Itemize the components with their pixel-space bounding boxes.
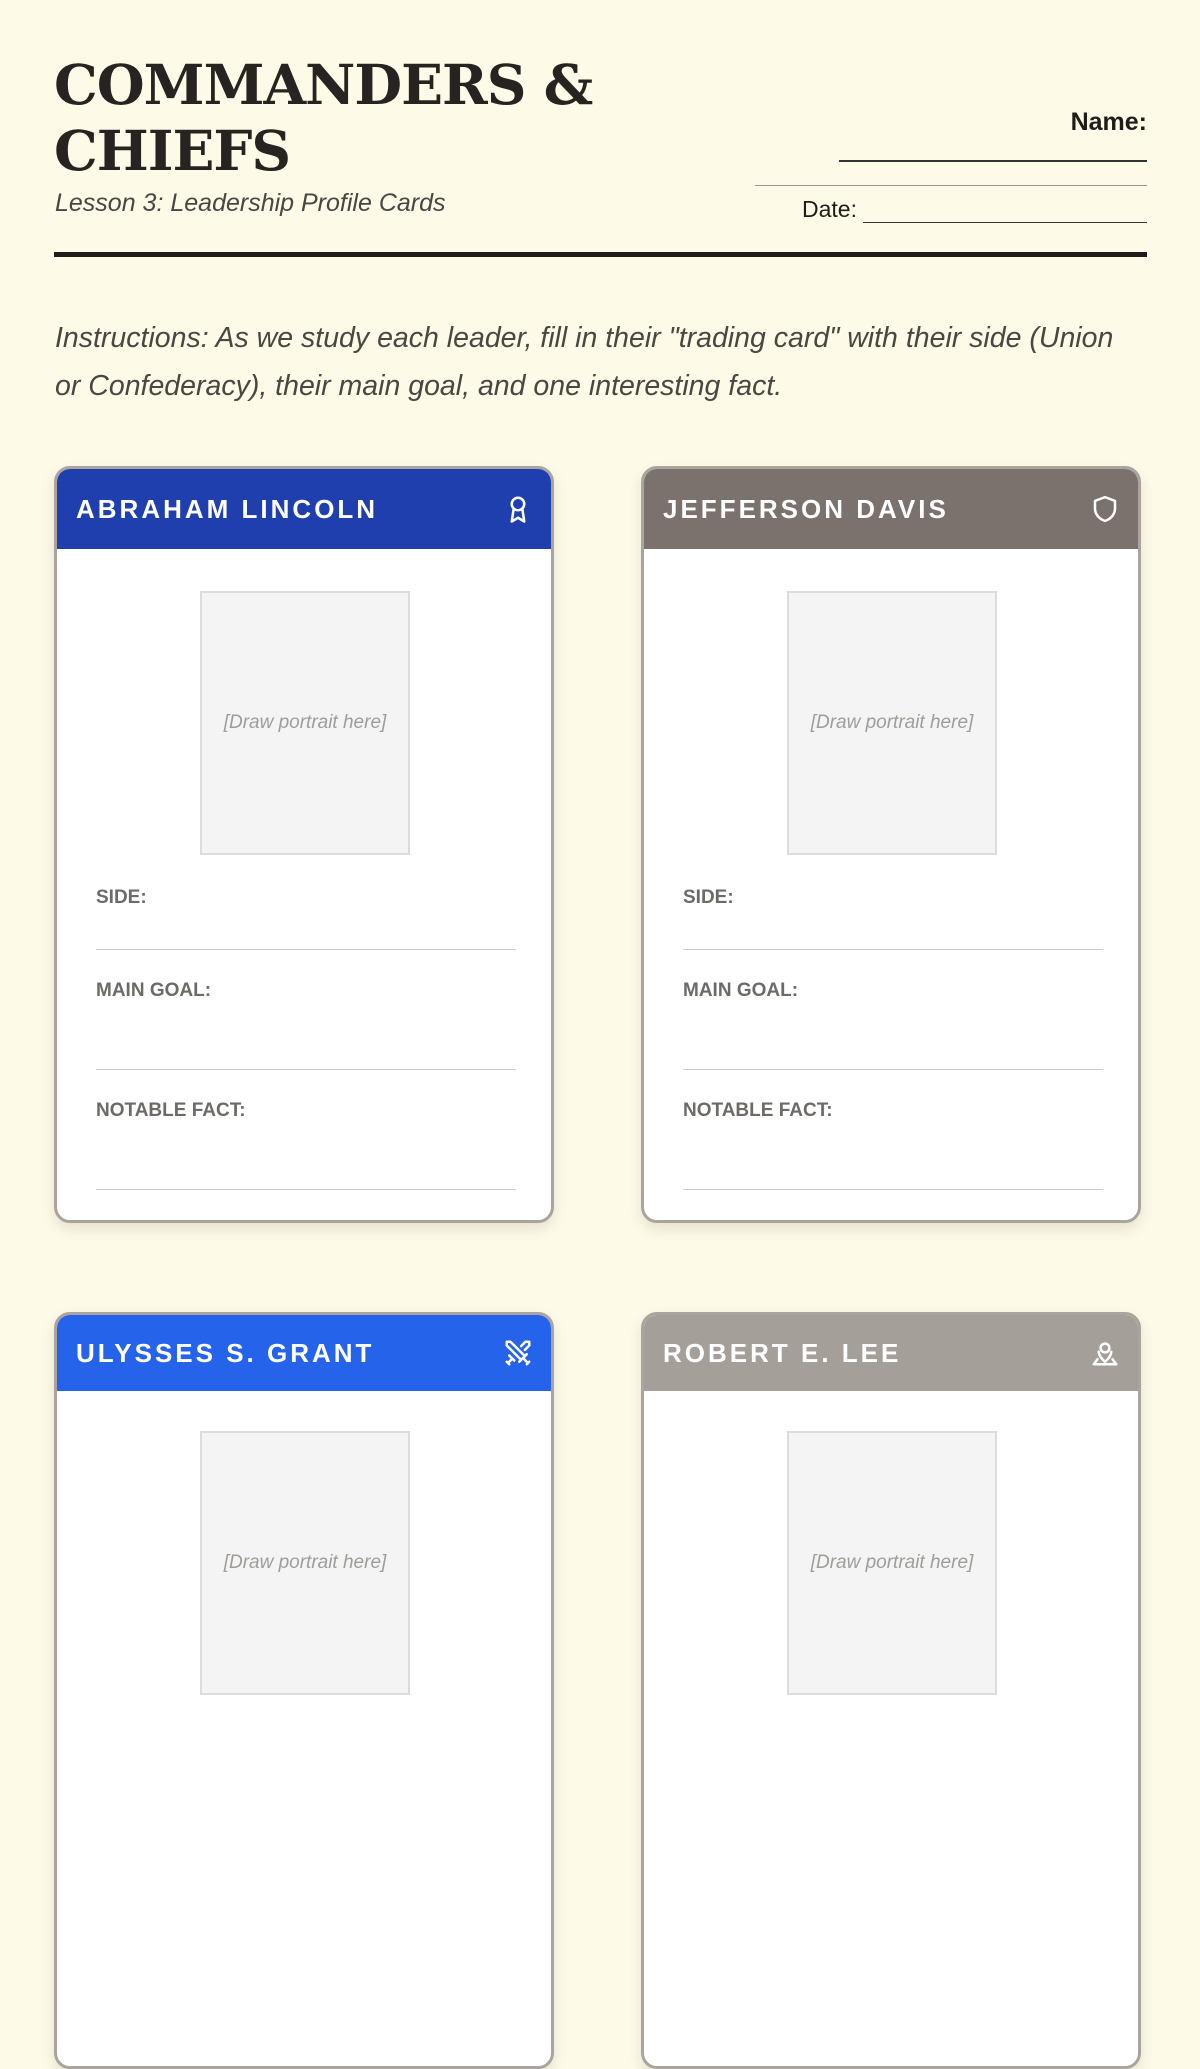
leader-name: ULYSSES S. GRANT (76, 1338, 375, 1368)
worksheet-page (54, 0, 1147, 1600)
shield-icon (1090, 494, 1120, 524)
header-divider (54, 252, 1147, 257)
portrait-box[interactable] (200, 1431, 410, 1695)
portrait-placeholder: [Draw portrait here] (223, 712, 387, 733)
instructions-text: Instructions: As we study each leader, fill in their "trading card" with their side (Union or Confederacy), their main goal, and one interesting fact. (55, 322, 1114, 402)
notable-fact-field[interactable] (683, 1189, 1103, 1190)
leader-card (641, 1312, 1141, 2069)
side-label: SIDE: (96, 887, 147, 908)
portrait-placeholder: [Draw portrait here] (810, 1552, 974, 1573)
card-header (644, 469, 1138, 549)
leader-name: JEFFERSON DAVIS (663, 494, 949, 524)
leader-card (54, 1312, 554, 2069)
side-field[interactable] (683, 949, 1103, 950)
leader-name: ABRAHAM LINCOLN (76, 494, 379, 524)
leader-card (54, 466, 554, 1223)
main-goal-field[interactable] (96, 1069, 516, 1070)
award-icon (503, 494, 533, 524)
portrait-box[interactable] (200, 591, 410, 855)
name-underline (755, 185, 1147, 186)
main-goal-label: MAIN GOAL: (96, 980, 212, 1001)
notable-fact-label: NOTABLE FACT: (96, 1100, 246, 1121)
date-field[interactable] (863, 200, 1147, 223)
portrait-placeholder: [Draw portrait here] (223, 1552, 387, 1573)
main-goal-field[interactable] (683, 1069, 1103, 1070)
card-header (57, 1315, 551, 1391)
name-field[interactable] (839, 160, 1147, 162)
map-pin-user-icon (1090, 1338, 1120, 1368)
name-label: Name: (1070, 108, 1147, 136)
card-header (644, 1315, 1138, 1391)
lesson-subtitle: Lesson 3: Leadership Profile Cards (55, 189, 446, 217)
portrait-placeholder: [Draw portrait here] (810, 712, 974, 733)
portrait-box[interactable] (787, 1431, 997, 1695)
main-goal-label: MAIN GOAL: (683, 980, 799, 1001)
portrait-box[interactable] (787, 591, 997, 855)
page-title: COMMANDERS & CHIEFS (54, 52, 593, 183)
leader-name: ROBERT E. LEE (663, 1338, 902, 1368)
notable-fact-label: NOTABLE FACT: (683, 1100, 833, 1121)
side-label: SIDE: (683, 887, 734, 908)
worksheet-header (54, 52, 1147, 262)
leader-card (641, 466, 1141, 1223)
crossed-swords-icon (503, 1338, 533, 1368)
side-field[interactable] (96, 949, 516, 950)
card-header (57, 469, 551, 549)
date-label: Date: (802, 196, 857, 222)
notable-fact-field[interactable] (96, 1189, 516, 1190)
date-row (802, 196, 1147, 223)
